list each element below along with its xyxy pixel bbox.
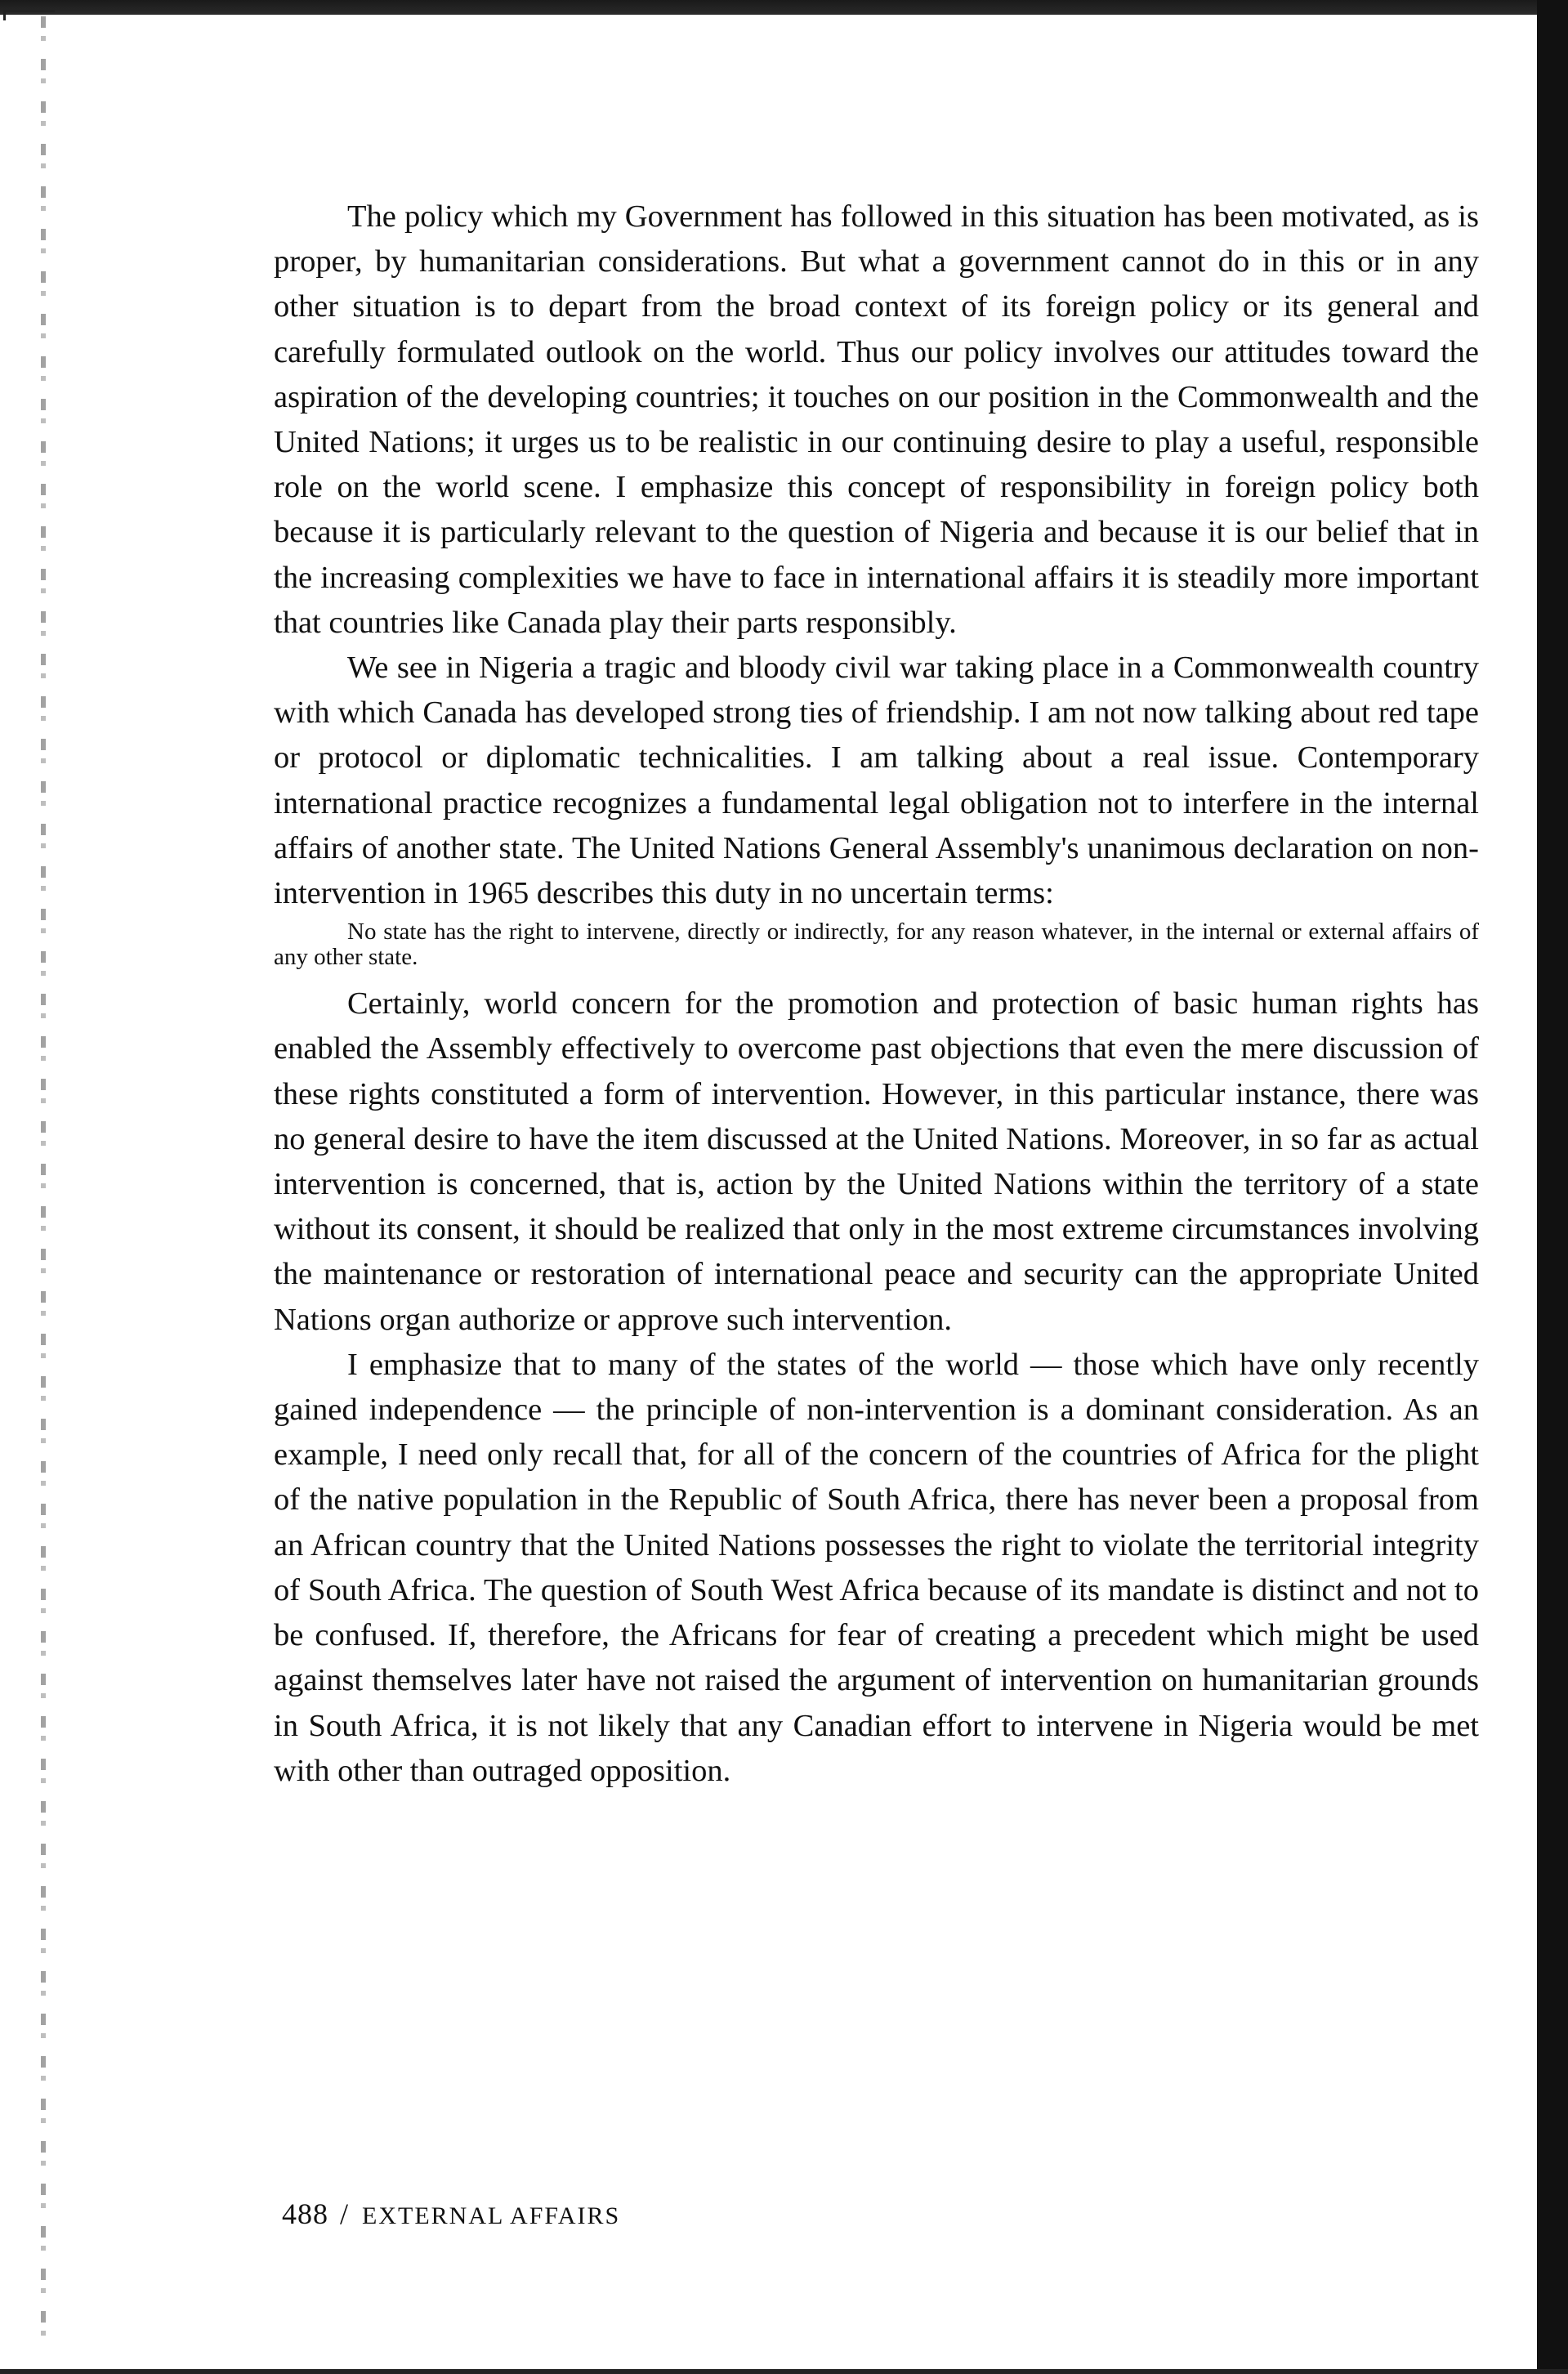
scan-right-edge <box>1537 0 1568 2374</box>
scan-binding-edge <box>41 16 46 2354</box>
scan-bottom-edge <box>0 2369 1568 2374</box>
scan-corner-mark <box>3 10 55 20</box>
scan-top-edge <box>0 0 1568 15</box>
footer-separator: / <box>340 2197 350 2230</box>
page-body <box>274 194 1479 1794</box>
page-number: 488 <box>282 2197 328 2230</box>
paragraph-policy: The policy which my Government has followed in this situation has been motivated, as is proper, by humanitarian considerations. But what a government cannot do in this or in any other situation is to depart from the broad context of its foreign policy or its general and carefully formulated outlook on the world. Thus our policy involves our attitudes toward the aspiration of the developing countries; it touches on our position in the Commonwealth and the United Nations; it urges us to be realistic in our continuing desire to play a useful, responsible role on the world scene. I emphasize this concept of responsibility in foreign policy both because it is particularly relevant to the question of Nigeria and because it is our belief that in the increasing complexities we have to face in international affairs it is steadily more important that countries like Canada play their parts responsibly. <box>274 199 1479 640</box>
block-quote-un-declaration: No state has the right to intervene, directly or indirectly, for any reason whatever, in the internal or external affairs of any other state. <box>274 919 1479 971</box>
journal-title: EXTERNAL AFFAIRS <box>362 2202 621 2229</box>
paragraph-nigeria-civil-war: We see in Nigeria a tragic and bloody civil war taking place in a Commonwealth country with which Canada has developed strong ties of friendship. I am not now talking about red tape or protocol or diplomatic technicalities. I am talking about a real issue. Contemporary international practice recognizes a fundamental legal obligation not to interfere in the internal affairs of another state. The United Nations General Assembly's unanimous declaration on non-intervention in 1965 describes this duty in no uncertain terms: <box>274 651 1479 911</box>
paragraph-non-intervention: I emphasize that to many of the states of the world — those which have only recently gained independence — the principle of non-intervention is a dominant consideration. As an example, I need only recall that, for all of the concern of the countries of Africa for the plight of the native population in the Republic of South Africa, there has never been a proposal from an African country that the United Nations possesses the right to violate the territorial integrity of South Africa. The question of South West Africa because of its mandate is distinct and not to be confused. If, therefore, the Africans for fear of creating a precedent which might be used against themselves later have not raised the argument of intervention on humanitarian grounds in South Africa, it is not likely that any Canadian effort to intervene in Nigeria would be met with other than outraged opposition. <box>274 1347 1479 1788</box>
paragraph-human-rights: Certainly, world concern for the promotion and protection of basic human rights has enabled the Assembly effectively to overcome past objections that even the mere discussion of these rights constituted a form of intervention. However, in this particular instance, there was no general desire to have the item discussed at the United Nations. Moreover, in so far as actual intervention is concerned, that is, action by the United Nations within the territory of a state without its consent, it should be realized that only in the most extreme circumstances involving the maintenance or restoration of international peace and security can the appropriate United Nations organ authorize or approve such intervention. <box>274 986 1479 1337</box>
page-footer <box>282 2197 620 2231</box>
